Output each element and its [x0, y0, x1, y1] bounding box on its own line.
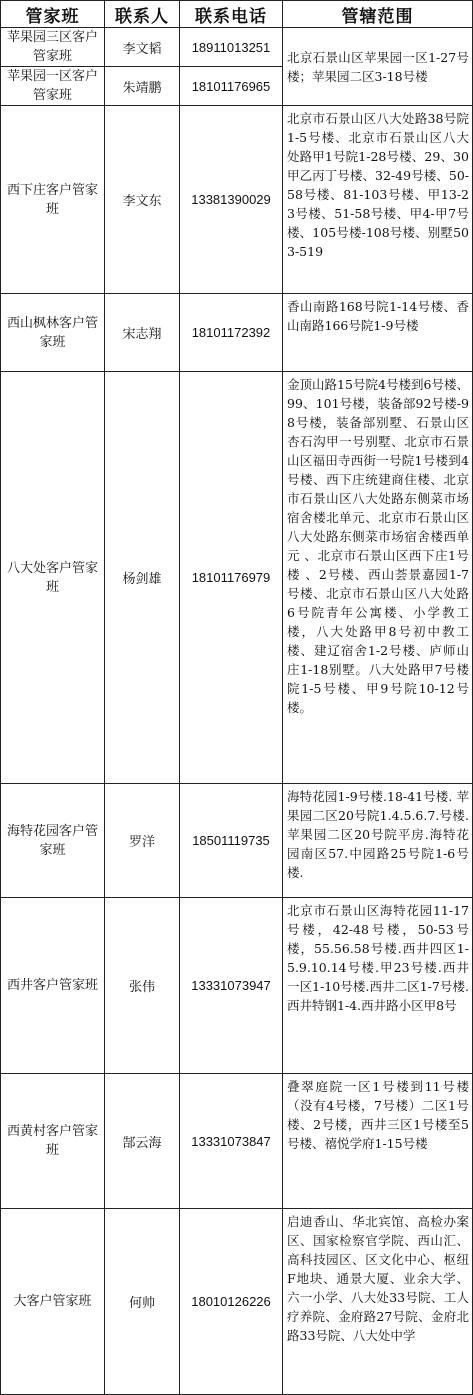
phone-number: 18101172392: [180, 294, 283, 372]
team-name: 八大处客户管家班: [1, 372, 105, 784]
header-row: [1, 1, 473, 28]
scope-text: 北京市石景山区八大处路38号院1-5号楼、北京市石景山区八大处路甲1号院1-28号楼、29、30甲乙丙丁号楼、32-49号楼、50-58号楼、81-103号楼、甲13-23号楼、51-58号楼、甲4-甲7号楼、105号楼-108号楼、别墅503-519: [283, 106, 473, 294]
scope-text: 启迪香山、华北宾馆、高检办案区、国家检察官学院、西山汇、高科技园区、区文化中心、枢纽F地块、通景大厦、业余大学、六一小学、八大处33号院、工人疗养院、金府路27号院、金府北路33号院、八大处中学: [283, 1209, 473, 1395]
phone-number: 13381390029: [180, 106, 283, 294]
table-row: [1, 784, 473, 898]
phone-number: 18501119735: [180, 784, 283, 898]
team-name: 西井客户管家班: [1, 898, 105, 1074]
scope-text: 北京石景山区苹果园一区1-27号楼；苹果园二区3-18号楼: [283, 28, 473, 106]
table-row: [1, 1074, 473, 1209]
table-row: [1, 1209, 473, 1395]
phone-number: 18101176965: [180, 67, 283, 106]
phone-number: 18101176979: [180, 372, 283, 784]
table-row: [1, 898, 473, 1074]
contact-name: 何帅: [105, 1209, 180, 1395]
team-name: 苹果园一区客户管家班: [1, 67, 105, 106]
team-name: 苹果园三区客户管家班: [1, 28, 105, 67]
contact-name: 朱靖鹏: [105, 67, 180, 106]
scope-text: 金顶山路15号院4号楼到6号楼、99、101号楼，装备部92号楼-98号楼，装备部别墅、石景山区杏石沟甲一号别墅、北京市石景山区福田寺西街一号院1号楼到4号楼、西下庄统建商住楼、北京市石景山区八大处路东侧菜市场宿舍楼北单元、北京市石景山区八大处路东侧菜市场宿舍楼西单元 、北京市石景山区西下庄1号楼 、2号楼、西山荟景嘉园1-7号楼、北京市石景山区八大处路6号院青年公寓楼、小学教工楼，八大处路甲8号初中教工楼、建辽宿舍1-2号楼、庐师山庄1-18别墅。八大处路甲7号楼院1-5号楼、甲9号院10-12号楼。: [283, 372, 473, 784]
phone-number: 18911013251: [180, 28, 283, 67]
team-name: 西山枫林客户管家班: [1, 294, 105, 372]
scope-text: 海特花园1-9号楼.18-41号楼. 苹果园二区20号院1.4.5.6.7.号楼.苹果园二区20号院平房.海特花园南区57.中园路25号院1-6号楼.: [283, 784, 473, 898]
table-row: [1, 372, 473, 784]
scope-text: 叠翠庭院一区1号楼到11号楼（没有4号楼，7号楼）二区1号楼、2号楼，西井三区1号楼至5号楼、禧悦学府1-15号楼: [283, 1074, 473, 1209]
team-name: 西下庄客户管家班: [1, 106, 105, 294]
table-row: [1, 106, 473, 294]
contact-name: 杨剑雄: [105, 372, 180, 784]
header-contact: 联系人: [105, 1, 180, 28]
contact-name: 张伟: [105, 898, 180, 1074]
contact-name: 李文韬: [105, 28, 180, 67]
contact-name: 罗洋: [105, 784, 180, 898]
contact-name: 李文东: [105, 106, 180, 294]
team-name: 大客户管家班: [1, 1209, 105, 1395]
header-team: 管家班: [1, 1, 105, 28]
contact-name: 郜云海: [105, 1074, 180, 1209]
scope-text: 香山南路168号院1-14号楼、香山南路166号院1-9号楼: [283, 294, 473, 372]
contact-name: 宋志翔: [105, 294, 180, 372]
phone-number: 18010126226: [180, 1209, 283, 1395]
team-name: 海特花园客户管家班: [1, 784, 105, 898]
phone-number: 13331073847: [180, 1074, 283, 1209]
header-phone: 联系电话: [180, 1, 283, 28]
table-row: [1, 28, 473, 67]
team-name: 西黄村客户管家班: [1, 1074, 105, 1209]
phone-number: 13331073947: [180, 898, 283, 1074]
table-row: [1, 294, 473, 372]
scope-text: 北京市石景山区海特花园11-17号楼，42-48号楼，50-53号楼，55.56.58号楼.西井四区1-5.9.10.14号楼.甲23号楼.西井一区1-10号楼.西井二区1-7号楼.西井特钢1-4.西井路小区甲8号: [283, 898, 473, 1074]
header-scope: 管辖范围: [283, 1, 473, 28]
